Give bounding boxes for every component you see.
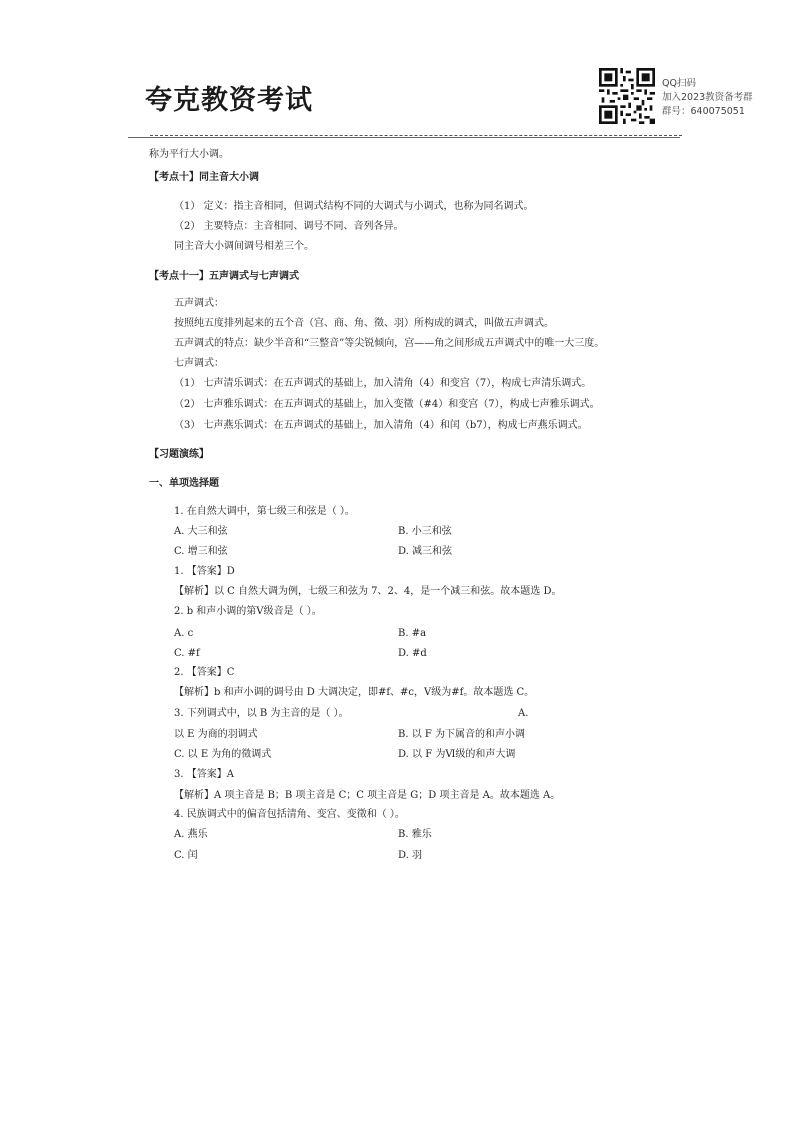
q3-option-a: 以 E 为商的羽调式 xyxy=(174,729,258,740)
q4-option-c: C. 闰 xyxy=(174,850,198,861)
q2-option-c: C. #f xyxy=(174,648,200,659)
q3-explanation: 【解析】A 项主音是 B；B 项主音是 C；C 项主音是 G；D 项主音是 A。故本题选 A。 xyxy=(174,790,561,801)
k11-paragraph-2: 按照纯五度排列起来的五个音（宫、商、角、徵、羽）所构成的调式，叫做五声调式。 xyxy=(174,318,554,329)
qr-code-icon xyxy=(599,68,655,124)
q1-option-a: A. 大三和弦 xyxy=(174,526,228,537)
q3-stem-tail: A. xyxy=(518,708,529,719)
k11-heading: 【考点十一】五声调式与七声调式 xyxy=(149,271,299,282)
k11-paragraph-4: 七声调式： xyxy=(174,358,224,369)
practice-heading: 【习题演练】 xyxy=(149,449,209,460)
k10-note: 同主音大小调间调号相差三个。 xyxy=(174,241,314,252)
q2-option-b: B. #a xyxy=(398,628,427,639)
q2-stem: 2. b 和声小调的第Ⅴ级音是（ ）。 xyxy=(174,606,322,617)
qr-caption-line-1: QQ扫码 xyxy=(662,78,696,89)
q1-explanation: 【解析】以 C 自然大调为例，七级三和弦为 7、2、4，是一个减三和弦。故本题选 D。 xyxy=(174,586,562,597)
header-divider-dashed xyxy=(150,135,682,136)
q2-explanation: 【解析】b 和声小调的调号由 D 大调决定，即#f、#c，Ⅴ级为#f。故本题选 C。 xyxy=(174,687,535,698)
k10-heading: 【考点十】同主音大小调 xyxy=(149,172,259,183)
q3-option-b: B. 以 F 为下属音的和声小调 xyxy=(398,729,526,740)
header-divider-solid xyxy=(128,137,680,138)
q2-option-d: D. #d xyxy=(398,648,427,659)
intro-text: 称为平行大小调。 xyxy=(149,149,229,160)
q1-option-c: C. 增三和弦 xyxy=(174,546,228,557)
q3-stem: 3. 下列调式中，以 B 为主音的是（ ）。 xyxy=(174,708,349,719)
qr-caption-line-3: 群号：640075051 xyxy=(662,106,745,117)
q1-stem: 1. 在自然大调中，第七级三和弦是（ ）。 xyxy=(174,506,355,517)
q4-option-b: B. 雅乐 xyxy=(398,829,432,840)
k11-paragraph-6: （2） 七声雅乐调式：在五声调式的基础上，加入变徵（#4）和变宫（7），构成七声雅乐调式。 xyxy=(174,399,600,410)
qr-caption xyxy=(662,77,753,119)
k11-paragraph-7: （3） 七声燕乐调式：在五声调式的基础上，加入清角（4）和闰（b7），构成七声燕乐调式。 xyxy=(174,420,588,431)
q1-answer: 1. 【答案】D xyxy=(174,566,235,577)
k10-definition: （1） 定义：指主音相同，但调式结构不同的大调式与小调式，也称为同名调式。 xyxy=(174,201,534,212)
qr-caption-line-2: 加入2023教资备考群 xyxy=(662,92,753,103)
brand-title: 夸克教资考试 xyxy=(145,85,313,116)
q2-answer: 2. 【答案】C xyxy=(174,667,235,678)
k10-feature: （2） 主要特点：主音相同、调号不同、音列各异。 xyxy=(174,221,404,232)
section-heading: 一、单项选择题 xyxy=(149,478,219,489)
q4-stem: 4. 民族调式中的偏音包括清角、变宫、变徵和（ ）。 xyxy=(174,809,405,820)
q3-option-d: D. 以 F 为Ⅵ级的和声大调 xyxy=(398,749,516,760)
k11-paragraph-5: （1） 七声清乐调式：在五声调式的基础上，加入清角（4）和变宫（7），构成七声清乐调式。 xyxy=(174,378,592,389)
k11-paragraph-3: 五声调式的特点：缺少半音和“三整音”等尖锐倾向，宫——角之间形成五声调式中的唯一大三度。 xyxy=(174,338,605,349)
q1-option-b: B. 小三和弦 xyxy=(398,526,452,537)
q4-option-a: A. 燕乐 xyxy=(174,829,208,840)
q3-option-c: C. 以 E 为角的徵调式 xyxy=(174,749,272,760)
k11-paragraph-1: 五声调式： xyxy=(174,298,224,309)
q3-answer: 3. 【答案】A xyxy=(174,769,234,780)
q1-option-d: D. 减三和弦 xyxy=(398,546,453,557)
q2-option-a: A. c xyxy=(174,628,194,639)
q4-option-d: D. 羽 xyxy=(398,850,423,861)
